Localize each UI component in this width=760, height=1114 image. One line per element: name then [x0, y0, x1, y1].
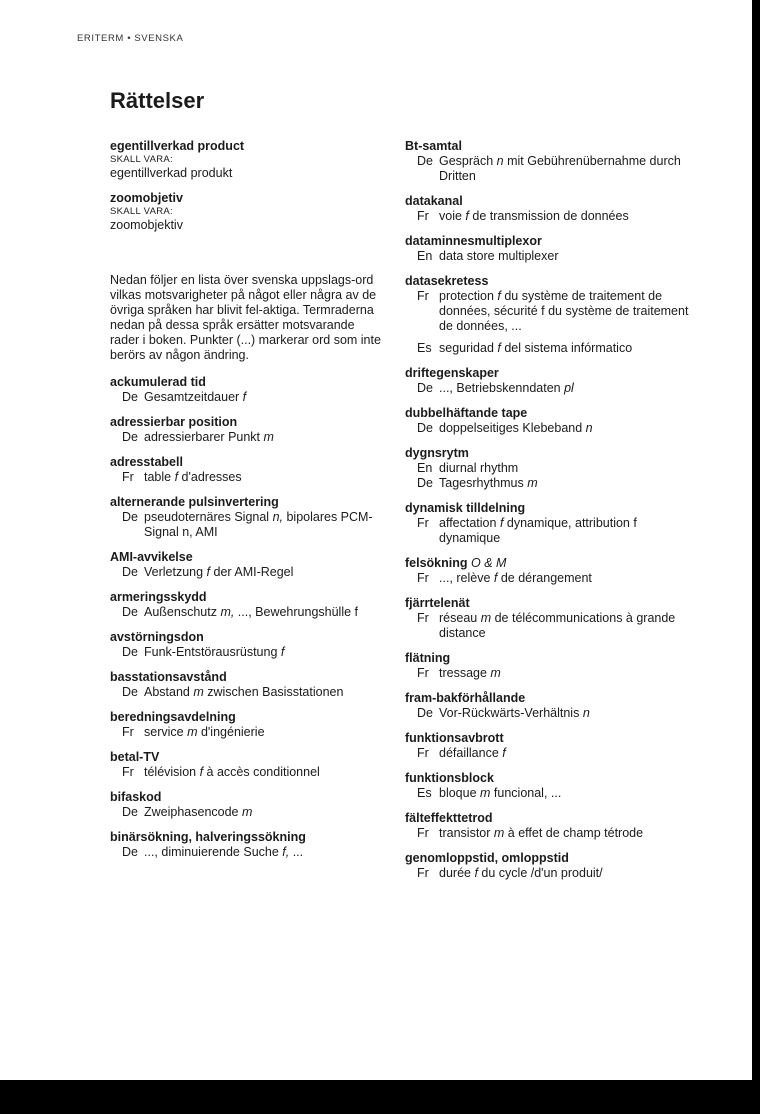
translation-line — [122, 565, 385, 580]
language-code: Fr — [417, 866, 429, 880]
dictionary-entry — [405, 851, 690, 881]
erratum-note: SKALL VARA: — [110, 206, 173, 217]
entry-term-text: funktionsavbrott — [405, 731, 504, 745]
scan-border-bottom — [0, 1080, 760, 1114]
translation-tail: dynamique, attribution f dynamique — [439, 516, 637, 545]
translation-line — [122, 685, 385, 700]
translation-line — [417, 249, 690, 264]
dictionary-entry — [405, 811, 690, 841]
translation-line — [417, 666, 690, 681]
translation-line — [417, 611, 690, 641]
language-code: Fr — [417, 571, 429, 585]
intro-paragraph: Nedan följer en lista över svenska uppslags-ord vilkas motsvarigheter på något eller några av de övriga språken har blivit fel-aktiga. Termraderna nedan på dessa språk ersätter motsvarande rader i boken. Punkter (...) markerar ord som inte berörs av någon ändring. — [110, 273, 381, 362]
translation-line — [417, 154, 690, 184]
language-code: De — [417, 381, 433, 395]
translation-text: Verletzung — [144, 565, 207, 579]
translation-line — [122, 470, 385, 485]
entry-term — [405, 234, 690, 249]
entry-term-text: betal-TV — [110, 750, 160, 764]
grammatical-gender: n — [585, 421, 593, 435]
translation-text: diurnal rhythm — [439, 461, 519, 475]
entry-term — [110, 375, 385, 390]
dictionary-entry — [110, 670, 385, 700]
language-code: De — [122, 845, 138, 859]
dictionary-entry — [405, 651, 690, 681]
translation-text: adressierbarer Punkt — [144, 430, 264, 444]
entry-term-text: adressierbar position — [110, 415, 238, 429]
translation-text: défaillance — [439, 746, 503, 760]
entry-term-text: flätning — [405, 651, 451, 665]
grammatical-gender: m, — [220, 605, 235, 619]
entry-term — [405, 596, 690, 611]
grammatical-gender: f — [499, 516, 504, 530]
entry-term — [405, 851, 690, 866]
translation-text: ..., Betriebskenndaten — [439, 381, 565, 395]
entry-term — [110, 495, 385, 510]
entry-term-text: AMI-avvikelse — [110, 550, 193, 564]
translation-line — [417, 746, 690, 761]
dictionary-entry — [110, 415, 385, 445]
entry-term — [110, 750, 385, 765]
translation-tail: du système de traitement de données, sécurité f du système de traitement de données, ... — [439, 289, 689, 333]
language-code: Fr — [417, 611, 429, 625]
translation-text: télévision — [144, 765, 200, 779]
translation-line — [417, 826, 690, 841]
translation-tail: zwischen Basisstationen — [203, 685, 344, 699]
entry-term-text: felsökning — [405, 556, 468, 570]
translation-line — [122, 605, 385, 620]
erratum-correction: zoomobjektiv — [110, 218, 183, 232]
language-code: De — [122, 805, 138, 819]
grammatical-gender: m — [490, 666, 501, 680]
translation-tail: d'adresses — [178, 470, 242, 484]
dictionary-entry — [405, 446, 690, 491]
language-code: De — [417, 706, 433, 720]
language-code: De — [417, 154, 433, 168]
erratum-term: egentillverkad product — [110, 139, 245, 153]
entry-term — [405, 501, 690, 516]
translation-text: Vor-Rückwärts-Verhältnis — [439, 706, 583, 720]
grammatical-gender: f — [497, 289, 501, 303]
translation-text: bloque — [439, 786, 481, 800]
language-code: Fr — [122, 725, 134, 739]
grammatical-gender: f — [497, 341, 501, 355]
dictionary-entry — [110, 750, 385, 780]
translation-line — [417, 209, 690, 224]
grammatical-gender: n — [496, 154, 504, 168]
translation-line — [417, 516, 690, 546]
translation-tail: du cycle /d'un produit/ — [477, 866, 603, 880]
translation-tail: de télécommunications à grande distance — [439, 611, 676, 640]
entry-term-text: bifaskod — [110, 790, 162, 804]
translation-text: voie — [439, 209, 466, 223]
entry-term — [110, 455, 385, 470]
translation-line — [122, 510, 385, 540]
translation-line — [417, 381, 690, 396]
translation-text: Abstand — [144, 685, 194, 699]
grammatical-gender: f — [493, 571, 498, 585]
grammatical-gender: m — [241, 805, 253, 819]
language-code: Fr — [417, 746, 429, 760]
entry-term — [405, 194, 690, 209]
translation-text: ..., diminuierende Suche — [144, 845, 283, 859]
grammatical-gender: f — [280, 645, 285, 659]
translation-line — [417, 421, 690, 436]
entry-term — [405, 406, 690, 421]
translation-text: durée — [439, 866, 475, 880]
dictionary-entry — [405, 556, 690, 586]
language-code: De — [417, 421, 433, 435]
translation-text: Zweiphasencode — [144, 805, 242, 819]
entry-term — [405, 731, 690, 746]
translation-text: data store multiplexer — [439, 249, 559, 263]
grammatical-gender: f — [174, 470, 179, 484]
grammatical-gender: m — [263, 430, 274, 444]
entry-term — [405, 556, 690, 571]
entry-term-qualifier: O & M — [471, 556, 507, 570]
language-code: De — [122, 645, 138, 659]
grammatical-gender: f — [206, 565, 211, 579]
entry-term-text: armeringsskydd — [110, 590, 207, 604]
entry-term-text: fram-bakförhållande — [405, 691, 526, 705]
language-code: De — [122, 605, 138, 619]
dictionary-entry — [405, 771, 690, 801]
language-code: Fr — [417, 516, 429, 530]
dictionary-entry — [110, 710, 385, 740]
translation-line — [417, 706, 690, 721]
dictionary-entry — [405, 501, 690, 546]
translation-line — [122, 390, 385, 405]
right-entry-list — [405, 139, 690, 881]
translation-text: Gesamtzeitdauer — [144, 390, 243, 404]
language-code: En — [417, 249, 433, 263]
grammatical-gender: f — [242, 390, 247, 404]
entry-term — [405, 811, 690, 826]
translation-tail: à accès conditionnel — [203, 765, 320, 779]
language-code: Es — [417, 786, 432, 800]
translation-tail: d'ingénierie — [197, 725, 265, 739]
entry-term — [110, 590, 385, 605]
entry-term — [405, 139, 690, 154]
translation-text: affectation — [439, 516, 500, 530]
dictionary-entry — [110, 495, 385, 540]
entry-term-text: funktionsblock — [405, 771, 494, 785]
dictionary-entry — [405, 406, 690, 436]
entry-term — [110, 550, 385, 565]
entry-term-text: ackumulerad tid — [110, 375, 206, 389]
translation-text: ..., relève — [439, 571, 494, 585]
language-code: Es — [417, 341, 432, 355]
translation-line — [417, 289, 690, 334]
translation-text: doppelseitiges Klebeband — [439, 421, 586, 435]
dictionary-entry — [405, 366, 690, 396]
erratum-correction: egentillverkad produkt — [110, 166, 233, 180]
dictionary-entry — [405, 691, 690, 721]
entry-term — [110, 415, 385, 430]
translation-tail: mit Gebührenübernahme durch Dritten — [439, 154, 681, 183]
dictionary-entry — [110, 790, 385, 820]
language-code: Fr — [417, 666, 429, 680]
entry-term-text: dynamisk tilldelning — [405, 501, 526, 515]
translation-text: Gespräch — [439, 154, 497, 168]
translation-tail: ... — [289, 845, 304, 859]
grammatical-gender: m — [480, 786, 491, 800]
dictionary-entry — [110, 550, 385, 580]
erratum-entry — [110, 139, 385, 181]
grammatical-gender: f — [502, 746, 506, 760]
translation-line — [417, 786, 690, 801]
entry-term-text: dataminnesmultiplexor — [405, 234, 542, 248]
entry-term — [405, 651, 690, 666]
language-code: De — [122, 685, 138, 699]
entry-term-text: adresstabell — [110, 455, 183, 469]
erratum-note: SKALL VARA: — [110, 154, 173, 165]
dictionary-entry — [110, 455, 385, 485]
translation-tail: ..., Bewehrungshülle f — [234, 605, 359, 619]
translation-line — [122, 725, 385, 740]
grammatical-gender: m — [527, 476, 538, 490]
entry-term-text: beredningsavdelning — [110, 710, 236, 724]
entry-term — [110, 830, 385, 845]
translation-tail: del sistema infórmatico — [500, 341, 633, 355]
language-code: Fr — [122, 765, 134, 779]
translation-line — [122, 430, 385, 445]
grammatical-gender: f — [199, 765, 204, 779]
left-column — [110, 139, 385, 870]
grammatical-gender: m — [480, 611, 492, 625]
entry-term-text: binärsökning, halveringssökning — [110, 830, 306, 844]
language-code: De — [122, 430, 138, 444]
translation-line — [417, 476, 690, 491]
dictionary-entry — [405, 139, 690, 184]
entry-term-text: datakanal — [405, 194, 463, 208]
translation-text: réseau — [439, 611, 481, 625]
translation-tail: de dérangement — [497, 571, 592, 585]
entry-term — [405, 446, 690, 461]
dictionary-entry — [405, 194, 690, 224]
language-code: De — [122, 510, 138, 524]
translation-text: Funk-Entstörausrüstung — [144, 645, 281, 659]
dictionary-entry — [110, 375, 385, 405]
translation-text: service — [144, 725, 188, 739]
dictionary-entry — [405, 274, 690, 356]
translation-text: seguridad — [439, 341, 498, 355]
right-column — [405, 139, 690, 891]
translation-text: table — [144, 470, 175, 484]
dictionary-entry — [110, 630, 385, 660]
entry-term-text: avstörningsdon — [110, 630, 204, 644]
grammatical-gender: n — [582, 706, 590, 720]
dictionary-entry — [405, 731, 690, 761]
translation-tail: funcional, ... — [490, 786, 562, 800]
dictionary-entry — [110, 590, 385, 620]
language-code: De — [122, 390, 138, 404]
left-entry-list — [110, 375, 385, 860]
dictionary-entry — [110, 830, 385, 860]
grammatical-gender: f — [465, 209, 469, 223]
translation-line — [417, 461, 690, 476]
language-code: Fr — [417, 826, 429, 840]
entry-term-text: basstationsavstånd — [110, 670, 227, 684]
language-code: Fr — [417, 289, 429, 303]
running-header: ERITERM • SVENSKA — [77, 33, 184, 44]
translation-line — [122, 805, 385, 820]
translation-tail: bipolares PCM-Signal n, AMI — [144, 510, 373, 539]
entry-term — [110, 710, 385, 725]
entry-term — [110, 670, 385, 685]
translation-text: Außenschutz — [144, 605, 221, 619]
page-title: Rättelser — [110, 88, 205, 113]
entry-term-text: fälteffekttetrod — [405, 811, 493, 825]
translation-text: Tagesrhythmus — [439, 476, 528, 490]
grammatical-gender: f, — [282, 845, 290, 859]
translation-tail: der AMI-Regel — [210, 565, 294, 579]
erratum-term: zoomobjetiv — [110, 191, 183, 205]
entry-term-text: dubbelhäftande tape — [405, 406, 528, 420]
translation-tail: à effet de champ tétrode — [504, 826, 644, 840]
translation-text: transistor — [439, 826, 494, 840]
language-code: De — [122, 565, 138, 579]
entry-term-text: fjärrtelenät — [405, 596, 470, 610]
translation-tail: de transmission de données — [468, 209, 629, 223]
erratum-entry — [110, 191, 385, 233]
language-code: Fr — [122, 470, 134, 484]
grammatical-gender: pl — [564, 381, 574, 395]
translation-line — [122, 645, 385, 660]
dictionary-entry — [405, 596, 690, 641]
grammatical-gender: n, — [272, 510, 283, 524]
language-code: En — [417, 461, 433, 475]
entry-term — [110, 790, 385, 805]
entry-term — [405, 691, 690, 706]
entry-term — [405, 274, 690, 289]
grammatical-gender: m — [187, 725, 198, 739]
language-code: De — [417, 476, 433, 490]
translation-line — [417, 341, 690, 356]
translation-text: tressage — [439, 666, 491, 680]
translation-text: protection — [439, 289, 498, 303]
translation-text: pseudoternäres Signal — [144, 510, 273, 524]
translation-line — [122, 765, 385, 780]
dictionary-entry — [405, 234, 690, 264]
entry-term-text: driftegenskaper — [405, 366, 499, 380]
language-code: Fr — [417, 209, 429, 223]
entry-term-text: alternerande pulsinvertering — [110, 495, 279, 509]
entry-term-text: dygnsrytm — [405, 446, 469, 460]
scan-border-right — [752, 0, 760, 1114]
entry-term — [405, 366, 690, 381]
translation-line — [417, 571, 690, 586]
entry-term — [405, 771, 690, 786]
translation-line — [417, 866, 690, 881]
entry-term-text: datasekretess — [405, 274, 489, 288]
grammatical-gender: m — [193, 685, 204, 699]
grammatical-gender: m — [493, 826, 505, 840]
entry-term — [110, 630, 385, 645]
translation-line — [122, 845, 385, 860]
grammatical-gender: f — [474, 866, 478, 880]
entry-term-text: Bt-samtal — [405, 139, 462, 153]
entry-term-text: genomloppstid, omloppstid — [405, 851, 569, 865]
